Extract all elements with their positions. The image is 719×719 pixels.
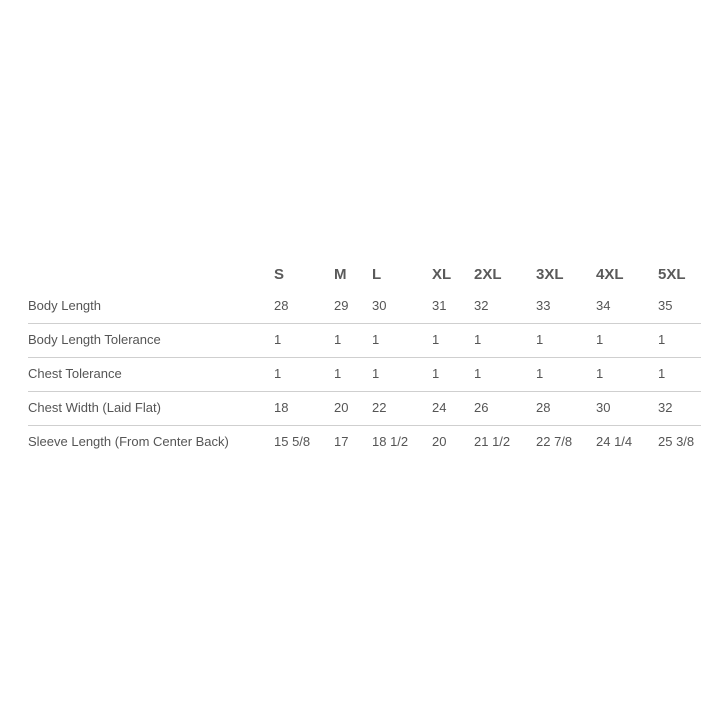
table-cell: 30 — [372, 298, 387, 313]
table-cell: 1 — [274, 332, 282, 347]
table-cell: 22 — [372, 400, 387, 415]
row-label: Sleeve Length (From Center Back) — [28, 434, 229, 449]
table-cell: 1 — [658, 366, 666, 381]
table-cell: 22 7/8 — [536, 434, 573, 449]
table-cell: 24 — [432, 400, 447, 415]
table-cell: 1 — [658, 332, 666, 347]
table-row-chest-width — [28, 392, 701, 426]
table-cell: 15 5/8 — [274, 434, 311, 449]
table-cell: 1 — [474, 332, 482, 347]
table-cell: 26 — [474, 400, 489, 415]
table-cell: 32 — [474, 298, 489, 313]
table-cell: 28 — [274, 298, 289, 313]
size-header-s: S — [274, 266, 285, 283]
table-cell: 25 3/8 — [658, 434, 695, 449]
table-cell: 21 1/2 — [474, 434, 511, 449]
size-header-row — [28, 262, 701, 290]
table-cell: 35 — [658, 298, 673, 313]
table-cell: 1 — [274, 366, 282, 381]
table-cell: 34 — [596, 298, 611, 313]
table-row-body-length — [28, 290, 701, 324]
table-cell: 1 — [596, 366, 604, 381]
row-label: Body Length — [28, 298, 102, 313]
table-cell: 29 — [334, 298, 349, 313]
table-row-sleeve-length — [28, 426, 701, 459]
table-cell: 1 — [432, 332, 440, 347]
table-cell: 20 — [432, 434, 447, 449]
table-cell: 17 — [334, 434, 349, 449]
table-cell: 1 — [334, 332, 342, 347]
table-cell: 33 — [536, 298, 551, 313]
table-cell: 24 1/4 — [596, 434, 633, 449]
table-row-body-length-tolerance — [28, 324, 701, 358]
table-cell: 30 — [596, 400, 611, 415]
size-header-m: M — [334, 266, 347, 283]
size-header-xl: XL — [432, 266, 452, 283]
size-header-2xl: 2XL — [474, 266, 502, 283]
row-label: Chest Tolerance — [28, 366, 122, 381]
table-cell: 31 — [432, 298, 447, 313]
table-cell: 18 1/2 — [372, 434, 409, 449]
table-cell: 1 — [536, 366, 544, 381]
table-row-chest-tolerance — [28, 358, 701, 392]
table-cell: 1 — [596, 332, 604, 347]
table-cell: 32 — [658, 400, 673, 415]
table-cell: 28 — [536, 400, 551, 415]
table-cell: 18 — [274, 400, 289, 415]
table-cell: 1 — [372, 332, 380, 347]
size-chart-table — [28, 262, 701, 459]
table-cell: 1 — [372, 366, 380, 381]
size-header-l: L — [372, 266, 382, 283]
size-header-4xl: 4XL — [596, 266, 624, 283]
table-cell: 20 — [334, 400, 349, 415]
row-label: Chest Width (Laid Flat) — [28, 400, 161, 415]
row-label: Body Length Tolerance — [28, 332, 161, 347]
table-cell: 1 — [432, 366, 440, 381]
table-cell: 1 — [474, 366, 482, 381]
table-cell: 1 — [536, 332, 544, 347]
table-cell: 1 — [334, 366, 342, 381]
size-header-5xl: 5XL — [658, 266, 686, 283]
size-header-3xl: 3XL — [536, 266, 564, 283]
